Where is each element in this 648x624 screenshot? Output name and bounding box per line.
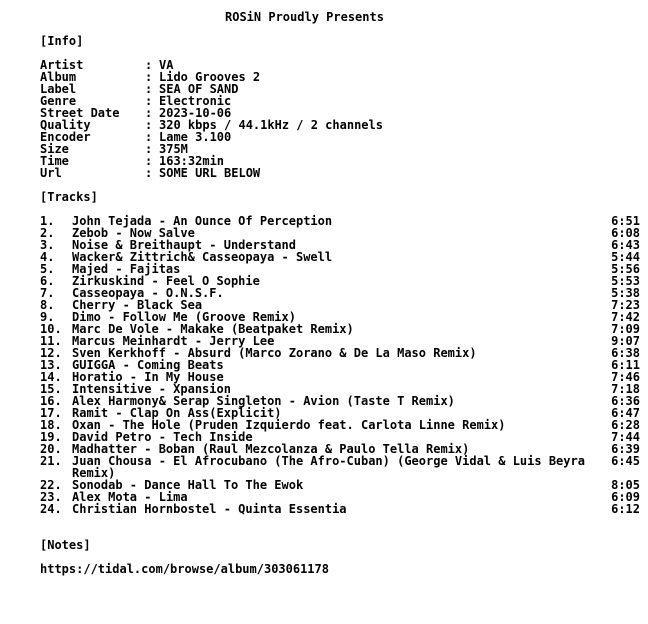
info-value: SEA OF SAND <box>159 82 239 96</box>
track-number: 2. <box>40 226 55 240</box>
track-title: Dimo - Follow Me (Groove Remix) <box>72 310 296 324</box>
track-duration: 6:45 <box>611 454 640 468</box>
track-number: 15. <box>40 382 62 396</box>
track-number: 16. <box>40 394 62 408</box>
track-number: 8. <box>40 298 55 312</box>
track-row <box>40 503 640 515</box>
info-value: 163:32min <box>159 154 225 168</box>
info-value: Electronic <box>159 94 232 108</box>
track-title: Cherry - Black Sea <box>72 298 203 312</box>
track-duration: 6:47 <box>611 406 640 420</box>
track-title: Zebob - Now Salve <box>72 226 195 240</box>
track-number: 6. <box>40 274 55 288</box>
track-duration: 6:28 <box>611 418 640 432</box>
track-title: Marc De Vole - Makake (Beatpaket Remix) <box>72 322 354 336</box>
track-title: Marcus Meinhardt - Jerry Lee <box>72 334 275 348</box>
track-duration: 6:38 <box>611 346 640 360</box>
track-duration: 5:44 <box>611 250 640 264</box>
page-title: ROSiN Proudly Presents <box>225 10 384 24</box>
track-title: Alex Harmony& Serap Singleton - Avion (Taste T Remix) <box>72 394 455 408</box>
track-number: 21. <box>40 454 62 468</box>
info-separator: : <box>145 142 153 156</box>
info-separator: : <box>145 166 153 180</box>
track-title: Noise & Breithaupt - Understand <box>72 238 296 252</box>
track-title: Juan Chousa - El Afrocubano (The Afro-Cuban) (George Vidal & Luis Beyra Remix) <box>72 454 585 480</box>
track-number: 17. <box>40 406 62 420</box>
track-number: 3. <box>40 238 55 252</box>
track-number: 18. <box>40 418 62 432</box>
info-key: Street Date <box>40 106 120 120</box>
info-key: Size <box>40 142 69 156</box>
info-separator: : <box>145 106 153 120</box>
track-number: 7. <box>40 286 55 300</box>
notes-section-label: [Notes] <box>40 538 91 552</box>
info-separator: : <box>145 70 153 84</box>
info-separator: : <box>145 154 153 168</box>
track-title: David Petro - Tech Inside <box>72 430 253 444</box>
info-key: Artist <box>40 58 84 72</box>
track-number: 13. <box>40 358 62 372</box>
track-title: Sven Kerkhoff - Absurd (Marco Zorano & De La Maso Remix) <box>72 346 477 360</box>
track-number: 22. <box>40 478 62 492</box>
track-number: 9. <box>40 310 55 324</box>
track-number: 14. <box>40 370 62 384</box>
track-duration: 5:53 <box>611 274 640 288</box>
info-key: Album <box>40 70 77 84</box>
track-duration: 8:05 <box>611 478 640 492</box>
track-number: 4. <box>40 250 55 264</box>
track-title: GUIGGA - Coming Beats <box>72 358 224 372</box>
info-value: VA <box>159 58 174 72</box>
track-title: Oxan - The Hole (Pruden Izquierdo feat. Carlota Linne Remix) <box>72 418 506 432</box>
track-duration: 7:09 <box>611 322 640 336</box>
track-title: John Tejada - An Ounce Of Perception <box>72 214 333 228</box>
info-value: 2023-10-06 <box>159 106 232 120</box>
info-value: Lido Grooves 2 <box>159 70 261 84</box>
track-duration: 7:18 <box>611 382 640 396</box>
track-title: Alex Mota - Lima <box>72 490 188 504</box>
track-number: 23. <box>40 490 62 504</box>
track-duration: 7:42 <box>611 310 640 324</box>
track-title: Christian Hornbostel - Quinta Essentia <box>72 502 347 516</box>
track-duration: 7:23 <box>611 298 640 312</box>
track-duration: 6:36 <box>611 394 640 408</box>
track-duration: 6:39 <box>611 442 640 456</box>
track-number: 24. <box>40 502 62 516</box>
track-duration: 6:43 <box>611 238 640 252</box>
track-duration: 6:08 <box>611 226 640 240</box>
track-title: Zirkuskind - Feel O Sophie <box>72 274 260 288</box>
track-duration: 6:12 <box>611 502 640 516</box>
info-separator: : <box>145 82 153 96</box>
info-value: 375M <box>159 142 188 156</box>
info-key: Quality <box>40 118 91 132</box>
info-key: Url <box>40 166 62 180</box>
track-duration: 5:56 <box>611 262 640 276</box>
track-duration: 5:38 <box>611 286 640 300</box>
info-separator: : <box>145 130 153 144</box>
info-key: Time <box>40 154 69 168</box>
track-title: Casseopaya - O.N.S.F. <box>72 286 224 300</box>
info-separator: : <box>145 118 153 132</box>
track-duration: 6:51 <box>611 214 640 228</box>
track-duration: 7:44 <box>611 430 640 444</box>
tracks-section-label: [Tracks] <box>40 190 98 204</box>
track-number: 20. <box>40 442 62 456</box>
track-title: Sonodab - Dance Hall To The Ewok <box>72 478 304 492</box>
track-number: 11. <box>40 334 62 348</box>
track-duration: 7:46 <box>611 370 640 384</box>
track-number: 10. <box>40 322 62 336</box>
track-duration: 6:11 <box>611 358 640 372</box>
album-url-link[interactable]: https://tidal.com/browse/album/303061178 <box>40 562 329 576</box>
track-number: 1. <box>40 214 55 228</box>
info-section-label: [Info] <box>40 34 84 48</box>
track-title: Madhatter - Boban (Raul Mezcolanza & Paulo Tella Remix) <box>72 442 470 456</box>
info-key: Genre <box>40 94 77 108</box>
track-title: Majed - Fajitas <box>72 262 181 276</box>
track-title: Wacker& Zittrich& Casseopaya - Swell <box>72 250 333 264</box>
info-value: Lame 3.100 <box>159 130 232 144</box>
info-separator: : <box>145 58 153 72</box>
track-title: Horatio - In My House <box>72 370 224 384</box>
info-key: Label <box>40 82 77 96</box>
track-number: 5. <box>40 262 55 276</box>
track-number: 19. <box>40 430 62 444</box>
track-title: Intensitive - Xpansion <box>72 382 231 396</box>
track-row <box>40 455 640 479</box>
track-number: 12. <box>40 346 62 360</box>
track-duration: 9:07 <box>611 334 640 348</box>
info-value: 320 kbps / 44.1kHz / 2 channels <box>159 118 383 132</box>
track-duration: 6:09 <box>611 490 640 504</box>
track-title: Ramit - Clap On Ass(Explicit) <box>72 406 282 420</box>
info-separator: : <box>145 94 153 108</box>
info-key: Encoder <box>40 130 91 144</box>
info-value: SOME URL BELOW <box>159 166 261 180</box>
